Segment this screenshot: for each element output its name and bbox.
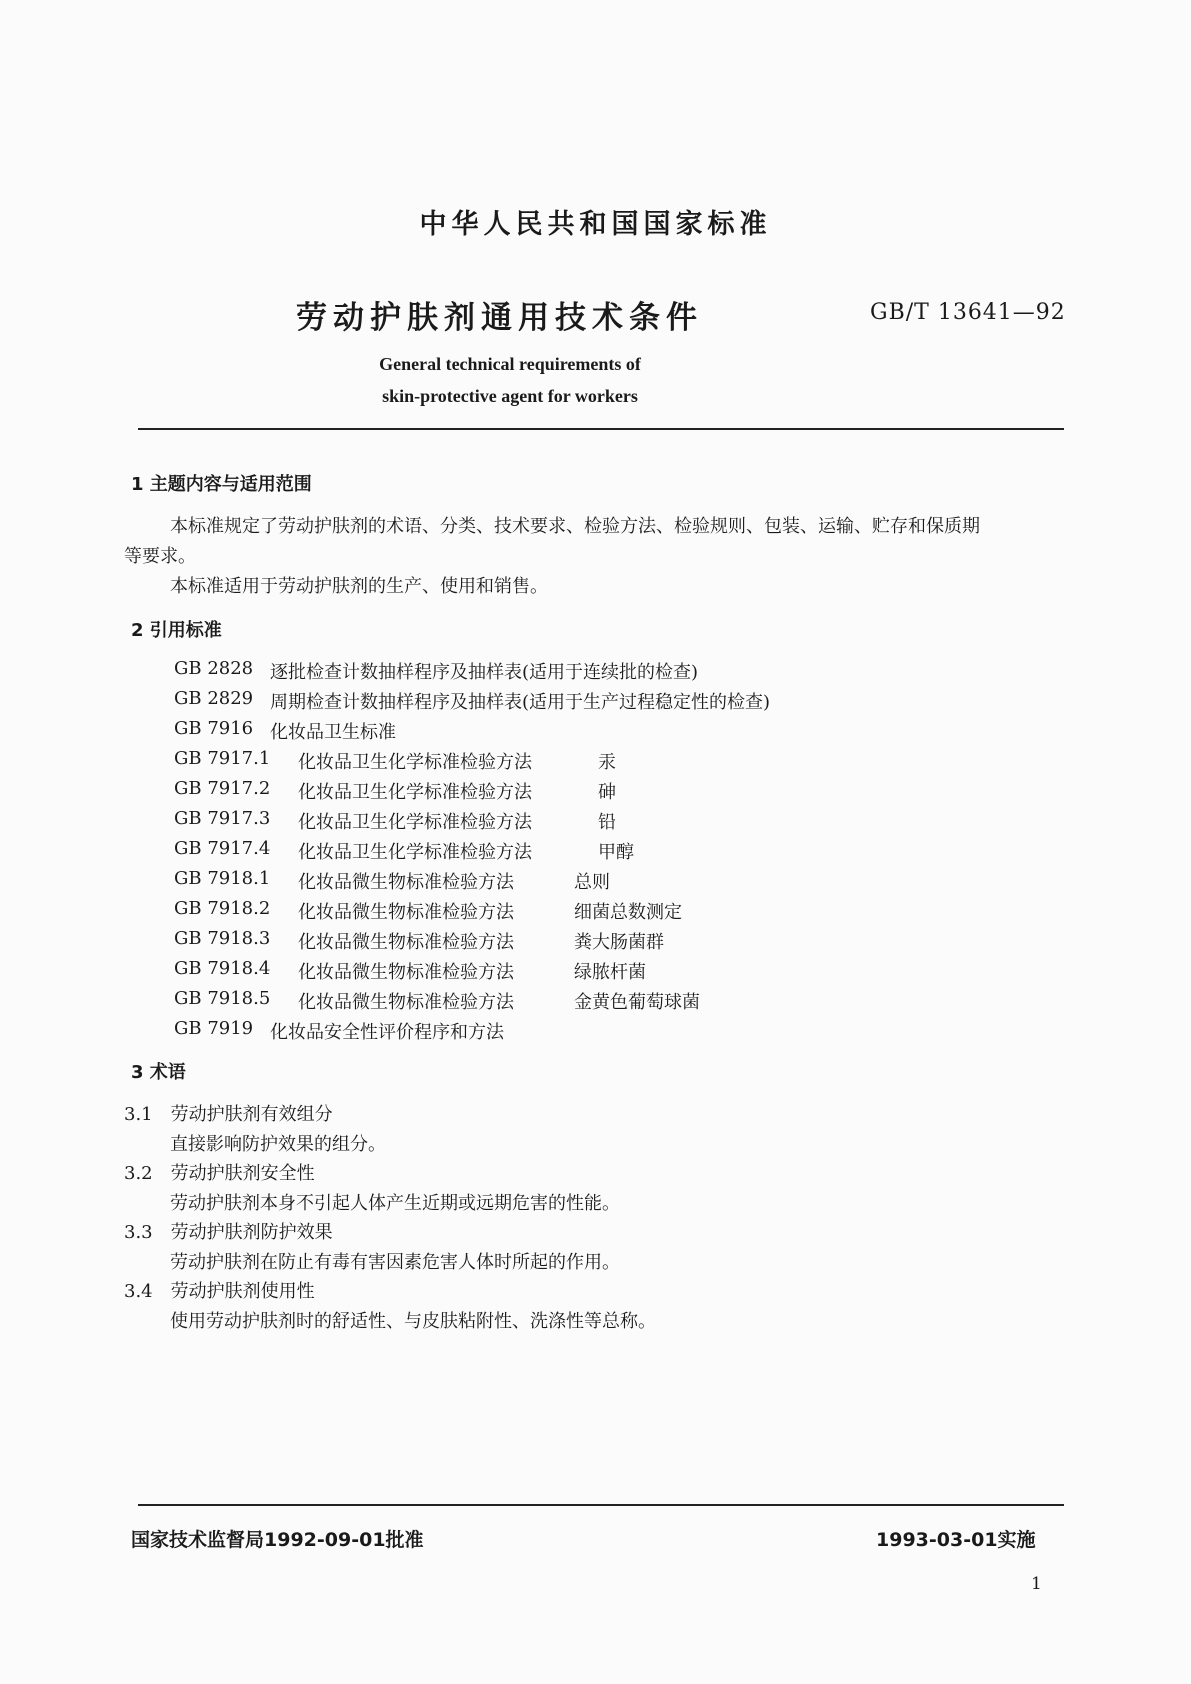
implementation-date: 1993-03-01实施 (876, 1529, 1036, 1551)
reference-name: 化妆品微生物标准检验方法 (298, 902, 514, 923)
term-number: 3.4 (124, 1281, 153, 1302)
document-title-zh: 劳动护肤剂通用技术条件 (296, 300, 703, 336)
term-number: 3.3 (124, 1222, 153, 1243)
reference-item (174, 778, 616, 803)
section-1-para1-line2: 等要求。 (124, 546, 196, 567)
reference-code: GB 7918.2 (174, 898, 271, 919)
document-title-en (0, 348, 1020, 412)
reference-item (174, 838, 634, 863)
reference-name: 化妆品卫生化学标准检验方法 (298, 842, 532, 863)
national-standard-heading: 中华人民共和国国家标准 (419, 209, 772, 240)
reference-code: GB 2828 (174, 658, 254, 679)
reference-name: 化妆品卫生化学标准检验方法 (298, 752, 532, 773)
reference-subject: 金黄色葡萄球菌 (574, 992, 700, 1013)
section-3-heading: 3 术语 (131, 1062, 186, 1083)
reference-code: GB 7918.4 (174, 958, 271, 979)
reference-name: 化妆品卫生化学标准检验方法 (298, 812, 532, 833)
reference-subject: 甲醇 (598, 842, 634, 863)
standard-code: GB/T 13641—92 (870, 300, 1066, 325)
term-3-3 (124, 1218, 333, 1244)
term-title: 劳动护肤剂有效组分 (170, 1104, 333, 1125)
term-title: 劳动护肤剂使用性 (170, 1281, 315, 1302)
title-en-line1: General technical requirements of (379, 354, 641, 374)
reference-item (174, 688, 771, 713)
term-definition: 劳动护肤剂在防止有毒有害因素危害人体时所起的作用。 (170, 1252, 620, 1273)
reference-item (174, 658, 699, 683)
reference-item (174, 808, 616, 833)
reference-name: 化妆品卫生标准 (270, 722, 396, 743)
reference-subject: 细菌总数测定 (574, 902, 682, 923)
reference-subject: 总则 (574, 872, 610, 893)
term-3-1 (124, 1100, 333, 1126)
reference-item (174, 898, 682, 923)
page-number: 1 (1031, 1574, 1042, 1594)
reference-name: 逐批检查计数抽样程序及抽样表(适用于连续批的检查) (270, 662, 699, 683)
term-3-4 (124, 1277, 315, 1303)
reference-name: 化妆品微生物标准检验方法 (298, 872, 514, 893)
reference-item (174, 928, 664, 953)
title-en-line2: skin-protective agent for workers (382, 386, 638, 406)
reference-item (174, 1018, 504, 1043)
section-1-para1-line1: 本标准规定了劳动护肤剂的术语、分类、技术要求、检验方法、检验规则、包装、运输、贮存和保质期 (170, 516, 980, 537)
term-title: 劳动护肤剂防护效果 (170, 1222, 333, 1243)
reference-code: GB 7917.4 (174, 838, 271, 859)
reference-subject: 铅 (598, 812, 616, 833)
section-1-para2: 本标准适用于劳动护肤剂的生产、使用和销售。 (170, 576, 548, 597)
term-definition: 直接影响防护效果的组分。 (170, 1134, 386, 1155)
reference-subject: 砷 (598, 782, 616, 803)
bottom-rule (138, 1504, 1064, 1506)
reference-name: 化妆品微生物标准检验方法 (298, 962, 514, 983)
reference-subject: 汞 (598, 752, 616, 773)
reference-code: GB 7918.5 (174, 988, 271, 1009)
reference-name: 化妆品微生物标准检验方法 (298, 992, 514, 1013)
reference-item (174, 868, 610, 893)
reference-code: GB 7917.3 (174, 808, 271, 829)
term-definition: 劳动护肤剂本身不引起人体产生近期或远期危害的性能。 (170, 1193, 620, 1214)
reference-code: GB 7917.1 (174, 748, 271, 769)
reference-code: GB 7918.3 (174, 928, 271, 949)
term-definition: 使用劳动护肤剂时的舒适性、与皮肤粘附性、洗涤性等总称。 (170, 1311, 656, 1332)
reference-code: GB 7916 (174, 718, 254, 739)
reference-subject: 绿脓杆菌 (574, 962, 646, 983)
top-rule (138, 428, 1064, 430)
approval-date: 国家技术监督局1992-09-01批准 (131, 1529, 424, 1551)
reference-name: 化妆品微生物标准检验方法 (298, 932, 514, 953)
reference-item (174, 748, 616, 773)
reference-item (174, 988, 700, 1013)
section-1-heading: 1 主题内容与适用范围 (131, 474, 312, 495)
reference-subject: 粪大肠菌群 (574, 932, 664, 953)
reference-item (174, 958, 646, 983)
term-number: 3.1 (124, 1104, 153, 1125)
term-3-2 (124, 1159, 315, 1185)
reference-code: GB 2829 (174, 688, 254, 709)
reference-name: 周期检查计数抽样程序及抽样表(适用于生产过程稳定性的检查) (270, 692, 771, 713)
reference-item (174, 718, 396, 743)
reference-code: GB 7917.2 (174, 778, 271, 799)
reference-code: GB 7919 (174, 1018, 254, 1039)
reference-name: 化妆品安全性评价程序和方法 (270, 1022, 504, 1043)
reference-code: GB 7918.1 (174, 868, 271, 889)
section-2-heading: 2 引用标准 (131, 620, 222, 641)
term-title: 劳动护肤剂安全性 (170, 1163, 315, 1184)
term-number: 3.2 (124, 1163, 153, 1184)
reference-name: 化妆品卫生化学标准检验方法 (298, 782, 532, 803)
